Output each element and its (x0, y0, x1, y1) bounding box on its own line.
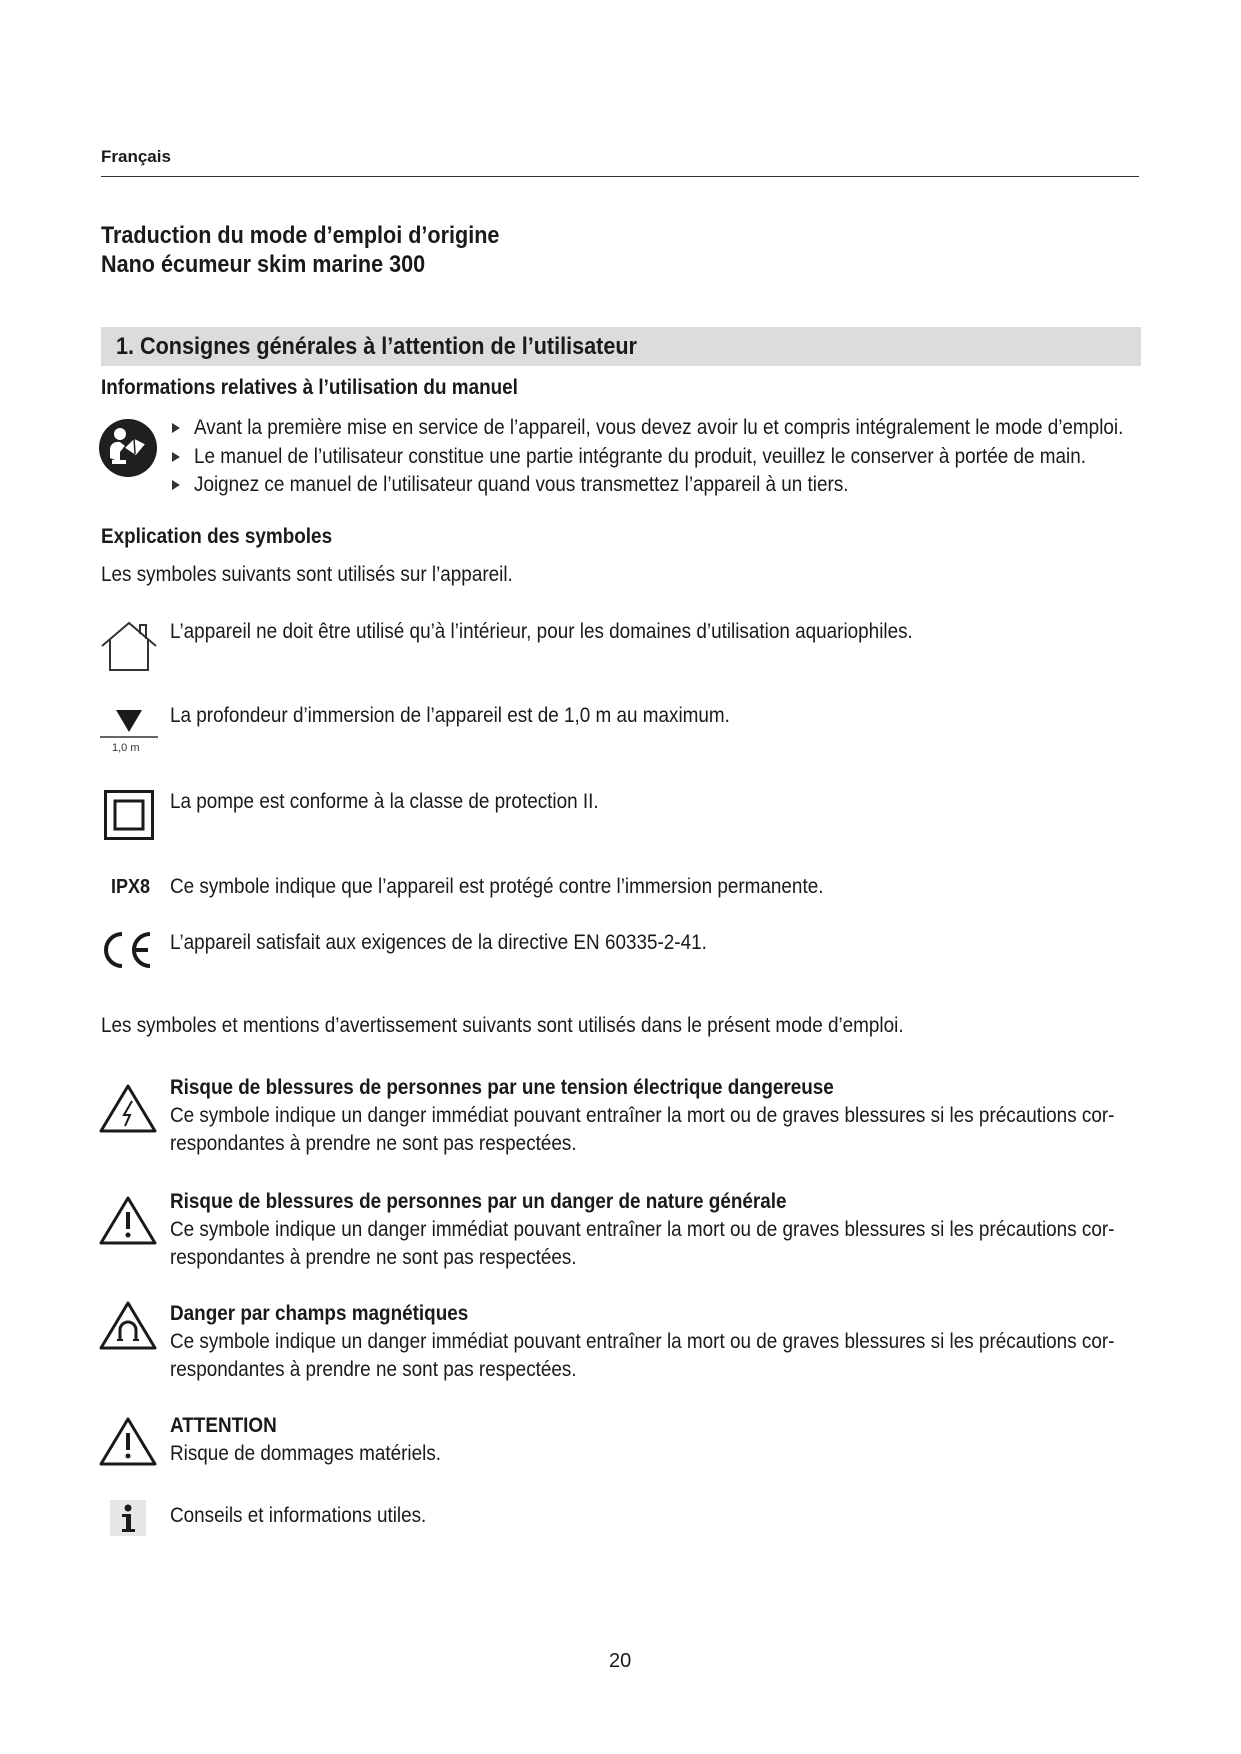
symbol-text-indoor: L’appareil ne doit être utilisé qu’à l’intérieur, pour les domaines d’utilisation aquariophiles. (170, 620, 913, 643)
warning-title: Danger par champs magnétiques (170, 1302, 469, 1325)
warning-magnetic (170, 1300, 1219, 1384)
symbol-text-ce: L’appareil satisfait aux exigences de la directive EN 60335-2-41. (170, 931, 707, 954)
read-manual-icon (98, 418, 158, 478)
warning-line: Ce symbole indique un danger immédiat pouvant entraîner la mort ou de graves blessures si les précautions cor- (170, 1104, 1115, 1127)
ce-mark-icon (100, 930, 156, 970)
warning-line: Risque de dommages matériels. (170, 1442, 442, 1465)
electric-warning-icon (99, 1083, 157, 1133)
symbols-heading: Explication des symboles (101, 525, 333, 548)
depth-label: 1,0 m (112, 742, 140, 754)
warning-attention (170, 1412, 471, 1468)
symbol-text-depth: La profondeur d’immersion de l’appareil est de 1,0 m au maximum. (170, 704, 730, 727)
warning-line: respondantes à prendre ne sont pas respectées. (170, 1358, 577, 1381)
bullet-arrow-icon (172, 480, 180, 490)
protection-class-icon (104, 790, 154, 840)
warning-line: Ce symbole indique un danger immédiat pouvant entraîner la mort ou de graves blessures si les précautions cor- (170, 1330, 1115, 1353)
warning-title: ATTENTION (170, 1414, 277, 1437)
symbol-text-protection: La pompe est conforme à la classe de protection II. (170, 790, 599, 813)
general-warning-icon (99, 1195, 157, 1245)
attention-icon (99, 1416, 157, 1466)
info-text: Conseils et informations utiles. (170, 1504, 427, 1527)
section-heading: 1. Consignes générales à l’attention de l’utilisateur (116, 333, 637, 360)
warning-electric (170, 1074, 1219, 1158)
section-heading-bar (101, 327, 1141, 366)
header-language: Français (101, 147, 171, 166)
warning-title: Risque de blessures de personnes par une tension électrique dangereuse (170, 1076, 834, 1099)
page-number: 20 (609, 1650, 632, 1672)
warning-title: Risque de blessures de personnes par un danger de nature générale (170, 1190, 787, 1213)
manual-info-heading: Informations relatives à l’utilisation du manuel (101, 376, 518, 399)
info-icon (110, 1500, 146, 1536)
warnings-intro: Les symboles et mentions d’avertissement suivants sont utilisés dans le présent mode d’emploi. (101, 1014, 904, 1037)
header-rule (101, 176, 1139, 177)
symbol-text-ipx8: Ce symbole indique que l’appareil est protégé contre l’immersion permanente. (170, 875, 824, 898)
depth-icon (100, 708, 158, 738)
house-icon (100, 620, 158, 672)
symbols-intro: Les symboles suivants sont utilisés sur l’appareil. (101, 563, 513, 586)
magnetic-warning-icon (99, 1300, 157, 1350)
document-subtitle: Nano écumeur skim marine 300 (101, 251, 426, 278)
bullet-arrow-icon (172, 423, 180, 433)
bullet-arrow-icon (172, 452, 180, 462)
warning-line: respondantes à prendre ne sont pas respectées. (170, 1246, 577, 1269)
warning-general (170, 1188, 1219, 1272)
warning-line: Ce symbole indique un danger immédiat pouvant entraîner la mort ou de graves blessures si les précautions cor- (170, 1218, 1115, 1241)
warning-line: respondantes à prendre ne sont pas respectées. (170, 1132, 577, 1155)
document-title: Traduction du mode d’emploi d’origine (101, 222, 500, 249)
ipx8-label: IPX8 (111, 876, 151, 898)
